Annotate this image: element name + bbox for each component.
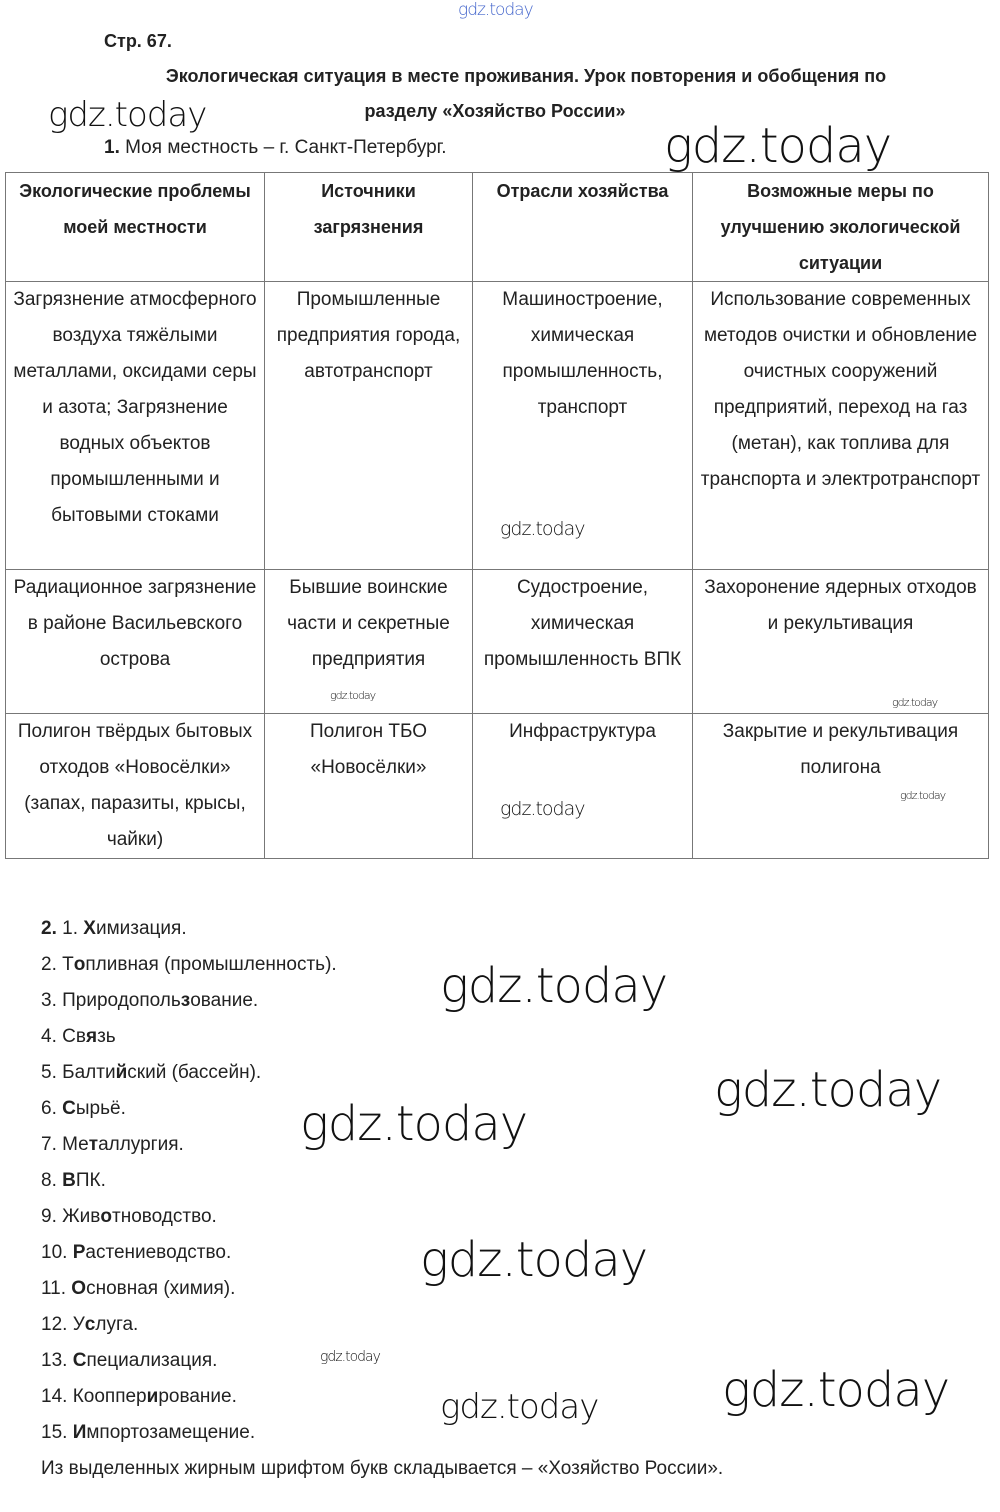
item-text: Ме (62, 1134, 89, 1155)
table-header-row (6, 173, 989, 282)
header-cell: Источники загрязнения (265, 173, 473, 282)
watermark: gdz.today (714, 1062, 942, 1118)
bold-letter: с (84, 1314, 96, 1335)
watermark: gdz.today (722, 1362, 950, 1418)
item-text: зь (97, 1026, 116, 1047)
item-text: 11. (41, 1278, 67, 1299)
item-text: Балти (62, 1062, 116, 1083)
task2-number: 2. (41, 918, 57, 939)
bold-letter: В (62, 1170, 76, 1191)
item-text: ПК. (75, 1170, 106, 1191)
item-text: 9. (41, 1206, 57, 1227)
bold-letter: и (146, 1386, 159, 1407)
bold-letter: С (72, 1350, 87, 1371)
item-text: ский (бассейн). (127, 1062, 262, 1083)
watermark: gdz.today (48, 95, 207, 135)
header-cell: Отрасли хозяйства (473, 173, 693, 282)
table-row (6, 570, 989, 714)
item-text: У (72, 1314, 85, 1335)
watermark: gdz.today (440, 1387, 599, 1427)
item-text: пливная (промышленность). (85, 954, 337, 975)
table-cell: Бывшие воинские части и секретные предприятия (265, 570, 473, 714)
watermark: gdz.today (664, 118, 892, 174)
item-text: Природополь (62, 990, 181, 1011)
item-text: 3. (41, 990, 57, 1011)
table-cell: Загрязнение атмосферного воздуха тяжёлыми металлами, оксидами серы и азота; Загрязнение водных объектов промышленными и бытовыми стоками (6, 282, 265, 570)
table-cell: Захоронение ядерных отходов и рекультивация (693, 570, 989, 714)
item-text: Св (62, 1026, 86, 1047)
table-cell: Машиностроение, химическая промышленность, транспорт (473, 282, 693, 570)
bold-letter: Р (72, 1242, 86, 1263)
list-item (41, 911, 988, 947)
item-text: астениеводство. (85, 1242, 232, 1263)
bold-letter: Х (83, 918, 96, 939)
item-text: 2. (41, 954, 57, 975)
list-item (41, 1307, 988, 1343)
table-cell: Полигон твёрдых бытовых отходов «Новосёлки» (запах, паразиты, крысы, чайки) (6, 714, 265, 859)
bold-letter: С (62, 1098, 76, 1119)
table-cell: Закрытие и рекультивация полигона (693, 714, 989, 859)
watermark: gdz.today (892, 696, 938, 709)
bold-letter: т (88, 1134, 99, 1155)
table-cell: Инфраструктура (473, 714, 693, 859)
item-text: 14. (41, 1386, 68, 1407)
bold-letter: о (100, 1206, 113, 1227)
list-item (41, 1199, 988, 1235)
watermark: gdz.today (320, 1349, 380, 1365)
item-text: Жив (62, 1206, 101, 1227)
header-cell: Возможные меры по улучшению экологической ситуации (693, 173, 989, 282)
item-text: 15. (41, 1422, 68, 1443)
item-text: 10. (41, 1242, 68, 1263)
list-item (41, 1019, 988, 1055)
table-cell: Судостроение, химическая промышленность ВПК (473, 570, 693, 714)
item-text: 1. (62, 918, 78, 939)
item-text: луга. (95, 1314, 139, 1335)
bold-letter: И (72, 1422, 87, 1443)
item-text: 6. (41, 1098, 57, 1119)
item-text: 4. (41, 1026, 57, 1047)
item-text: 12. (41, 1314, 68, 1335)
watermark: gdz.today (900, 789, 946, 802)
watermark: gdz.today (500, 518, 585, 540)
bold-letter: о (73, 954, 86, 975)
item-text: тноводство. (112, 1206, 217, 1227)
item-text: Т (62, 954, 74, 975)
item-text: рование. (158, 1386, 237, 1407)
task1-heading: 1. Моя местность – г. Санкт-Петербург. (104, 137, 447, 158)
title-line1: Экологическая ситуация в месте проживания. Урок повторения и обобщения по (165, 66, 887, 86)
watermark: gdz.today (500, 798, 585, 820)
bold-letter: й (115, 1062, 128, 1083)
item-text: ование. (190, 990, 259, 1011)
watermark: gdz.today (440, 958, 668, 1014)
item-text: Кооппер (72, 1386, 147, 1407)
item-text: пециализация. (86, 1350, 218, 1371)
title-line2: разделу «Хозяйство России» (364, 101, 626, 121)
table-row (6, 282, 989, 570)
item-text: 8. (41, 1170, 57, 1191)
table-row (6, 714, 989, 859)
list-item (41, 1163, 988, 1199)
table-cell: Радиационное загрязнение в районе Васильевского острова (6, 570, 265, 714)
table-cell: Полигон ТБО «Новосёлки» (265, 714, 473, 859)
watermark: gdz.today (458, 0, 533, 20)
ecology-table (5, 172, 989, 859)
bold-letter: з (180, 990, 191, 1011)
watermark: gdz.today (330, 689, 376, 702)
watermark: gdz.today (420, 1232, 648, 1288)
item-text: мпортозамещение. (86, 1422, 256, 1443)
item-text: сновная (химия). (86, 1278, 236, 1299)
table-cell: Использование современных методов очистки и обновление очистных сооружений предприятий, переход на газ (метан), как топлива для транспорта и электротранспорт (693, 282, 989, 570)
bold-letter: О (71, 1278, 87, 1299)
bold-letter: я (85, 1026, 98, 1047)
item-text: аллургия. (98, 1134, 184, 1155)
watermark: gdz.today (300, 1096, 528, 1152)
content (5, 172, 988, 1487)
item-text: 7. (41, 1134, 57, 1155)
item-text: ырьё. (75, 1098, 126, 1119)
item-text: 13. (41, 1350, 68, 1371)
page-label: Стр. 67. (104, 31, 172, 51)
conclusion: Из выделенных жирным шрифтом букв складывается – «Хозяйство России». (41, 1458, 724, 1479)
item-text: 5. (41, 1062, 57, 1083)
item-text: имизация. (95, 918, 187, 939)
table-cell: Промышленные предприятия города, автотранспорт (265, 282, 473, 570)
header-cell: Экологические проблемы моей местности (6, 173, 265, 282)
